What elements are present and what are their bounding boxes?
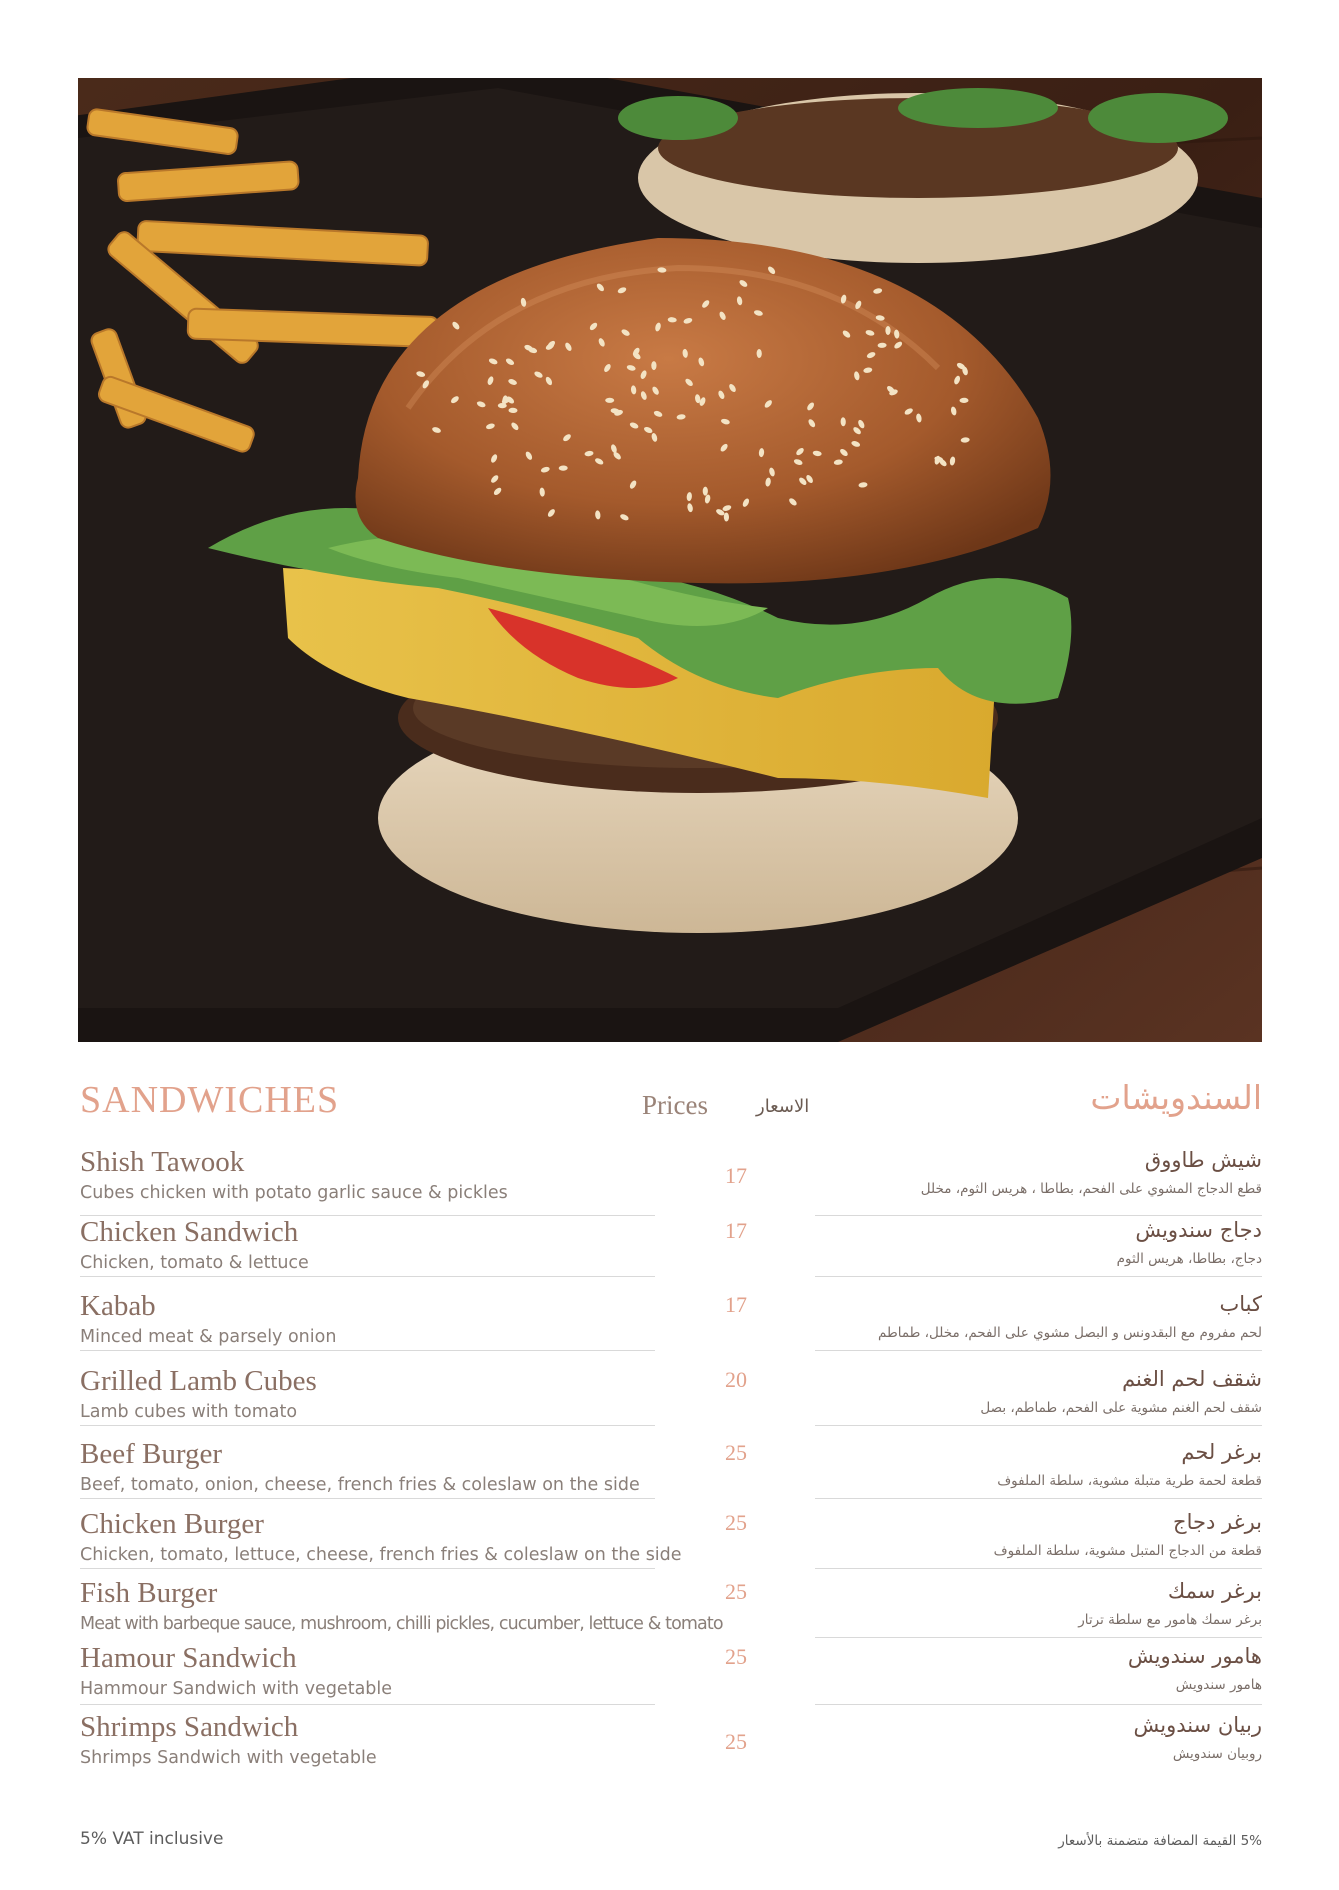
- divider: [80, 1498, 655, 1499]
- item-name-ar: برغر دجاج: [1173, 1510, 1262, 1534]
- item-description-ar: لحم مفروم مع البقدونس و البصل مشوي على الفحم، مخلل، طماطم: [878, 1325, 1262, 1341]
- item-description-en: Minced meat & parsely onion: [80, 1327, 337, 1347]
- item-name-ar: برغر سمك: [1167, 1579, 1262, 1603]
- divider: [815, 1498, 1262, 1499]
- divider: [815, 1276, 1262, 1277]
- item-description-ar: قطع الدجاج المشوي على الفحم، بطاطا ، هريس الثوم، مخلل: [920, 1181, 1262, 1197]
- item-description-ar: برغر سمك هامور مع سلطة ترتار: [1078, 1612, 1262, 1628]
- item-name-ar: دجاج سندويش: [1135, 1218, 1262, 1242]
- item-description-ar: شقف لحم الغنم مشوية على الفحم، طماطم، بصل: [980, 1400, 1262, 1416]
- divider: [815, 1425, 1262, 1426]
- divider: [80, 1276, 655, 1277]
- item-name-en: Shrimps Sandwich: [80, 1711, 299, 1743]
- item-name-ar: كباب: [1219, 1292, 1262, 1316]
- item-description-en: Beef, tomato, onion, cheese, french fries & coleslaw on the side: [80, 1475, 640, 1495]
- divider: [80, 1568, 655, 1569]
- burger-photo: [78, 78, 1262, 1042]
- sesame-seed: [885, 326, 890, 335]
- item-description-ar: قطعة لحمة طرية متبلة مشوية، سلطة الملفوف: [997, 1473, 1262, 1489]
- item-description-ar: قطعة من الدجاج المتبل مشوية، سلطة الملفوف: [993, 1543, 1262, 1559]
- item-name-ar: شقف لحم الغنم: [1122, 1367, 1262, 1391]
- item-name-en: Chicken Sandwich: [80, 1216, 299, 1248]
- item-description-en: Cubes chicken with potato garlic sauce & pickles: [80, 1183, 508, 1203]
- item-description-en: Chicken, tomato, lettuce, cheese, french fries & coleslaw on the side: [80, 1545, 682, 1565]
- prices-label-en: Prices: [642, 1090, 708, 1120]
- item-price: 25: [725, 1440, 747, 1465]
- divider: [80, 1704, 655, 1705]
- item-name-en: Hamour Sandwich: [80, 1642, 297, 1674]
- sesame-seed: [605, 398, 614, 403]
- item-name-ar: ربيان سندويش: [1133, 1713, 1262, 1737]
- item-price: 17: [725, 1163, 747, 1188]
- item-price: 20: [725, 1367, 747, 1392]
- item-description-ar: روبيان سندويش: [1172, 1746, 1262, 1762]
- item-price: 25: [725, 1729, 747, 1754]
- item-description-en: Lamb cubes with tomato: [80, 1402, 298, 1422]
- divider: [815, 1568, 1262, 1569]
- prices-label-ar: الاسعار: [756, 1096, 810, 1117]
- section-heading-ar: السندويشات: [1090, 1078, 1262, 1117]
- item-price: 25: [725, 1579, 747, 1604]
- divider: [815, 1350, 1262, 1351]
- item-price: 25: [725, 1510, 747, 1535]
- item-name-ar: هامور سندويش: [1127, 1644, 1262, 1668]
- item-description-en: Hammour Sandwich with vegetable: [80, 1679, 393, 1699]
- item-name-en: Kabab: [80, 1290, 156, 1322]
- divider: [80, 1350, 655, 1351]
- item-name-en: Fish Burger: [80, 1577, 218, 1609]
- item-price: 17: [725, 1218, 747, 1243]
- divider: [815, 1704, 1262, 1705]
- divider: [815, 1637, 1262, 1638]
- item-name-en: Grilled Lamb Cubes: [80, 1365, 317, 1397]
- sesame-seed: [651, 361, 656, 370]
- item-description-en: Chicken, tomato & lettuce: [80, 1253, 309, 1273]
- item-name-ar: شيش طاووق: [1144, 1148, 1262, 1172]
- item-name-ar: برغر لحم: [1181, 1440, 1262, 1464]
- divider: [815, 1215, 1262, 1216]
- divider: [80, 1425, 655, 1426]
- item-description-en: Shrimps Sandwich with vegetable: [80, 1748, 377, 1768]
- item-price: 17: [725, 1292, 747, 1317]
- vat-note-en: 5% VAT inclusive: [80, 1829, 224, 1849]
- item-description-ar: هامور سندويش: [1175, 1677, 1262, 1693]
- item-name-en: Beef Burger: [80, 1438, 222, 1470]
- item-name-en: Shish Tawook: [80, 1146, 245, 1178]
- item-price: 25: [725, 1644, 747, 1669]
- item-name-en: Chicken Burger: [80, 1508, 264, 1540]
- section-heading-en: SANDWICHES: [80, 1079, 340, 1121]
- item-description-en: Meat with barbeque sauce, mushroom, chilli pickles, cucumber, lettuce & tomato: [80, 1614, 723, 1634]
- burger-illustration: [78, 78, 1262, 1042]
- item-description-ar: دجاج، بطاطا، هريس الثوم: [1116, 1251, 1262, 1267]
- vat-note-ar: 5% القيمة المضافة متضمنة بالأسعار: [1058, 1833, 1262, 1849]
